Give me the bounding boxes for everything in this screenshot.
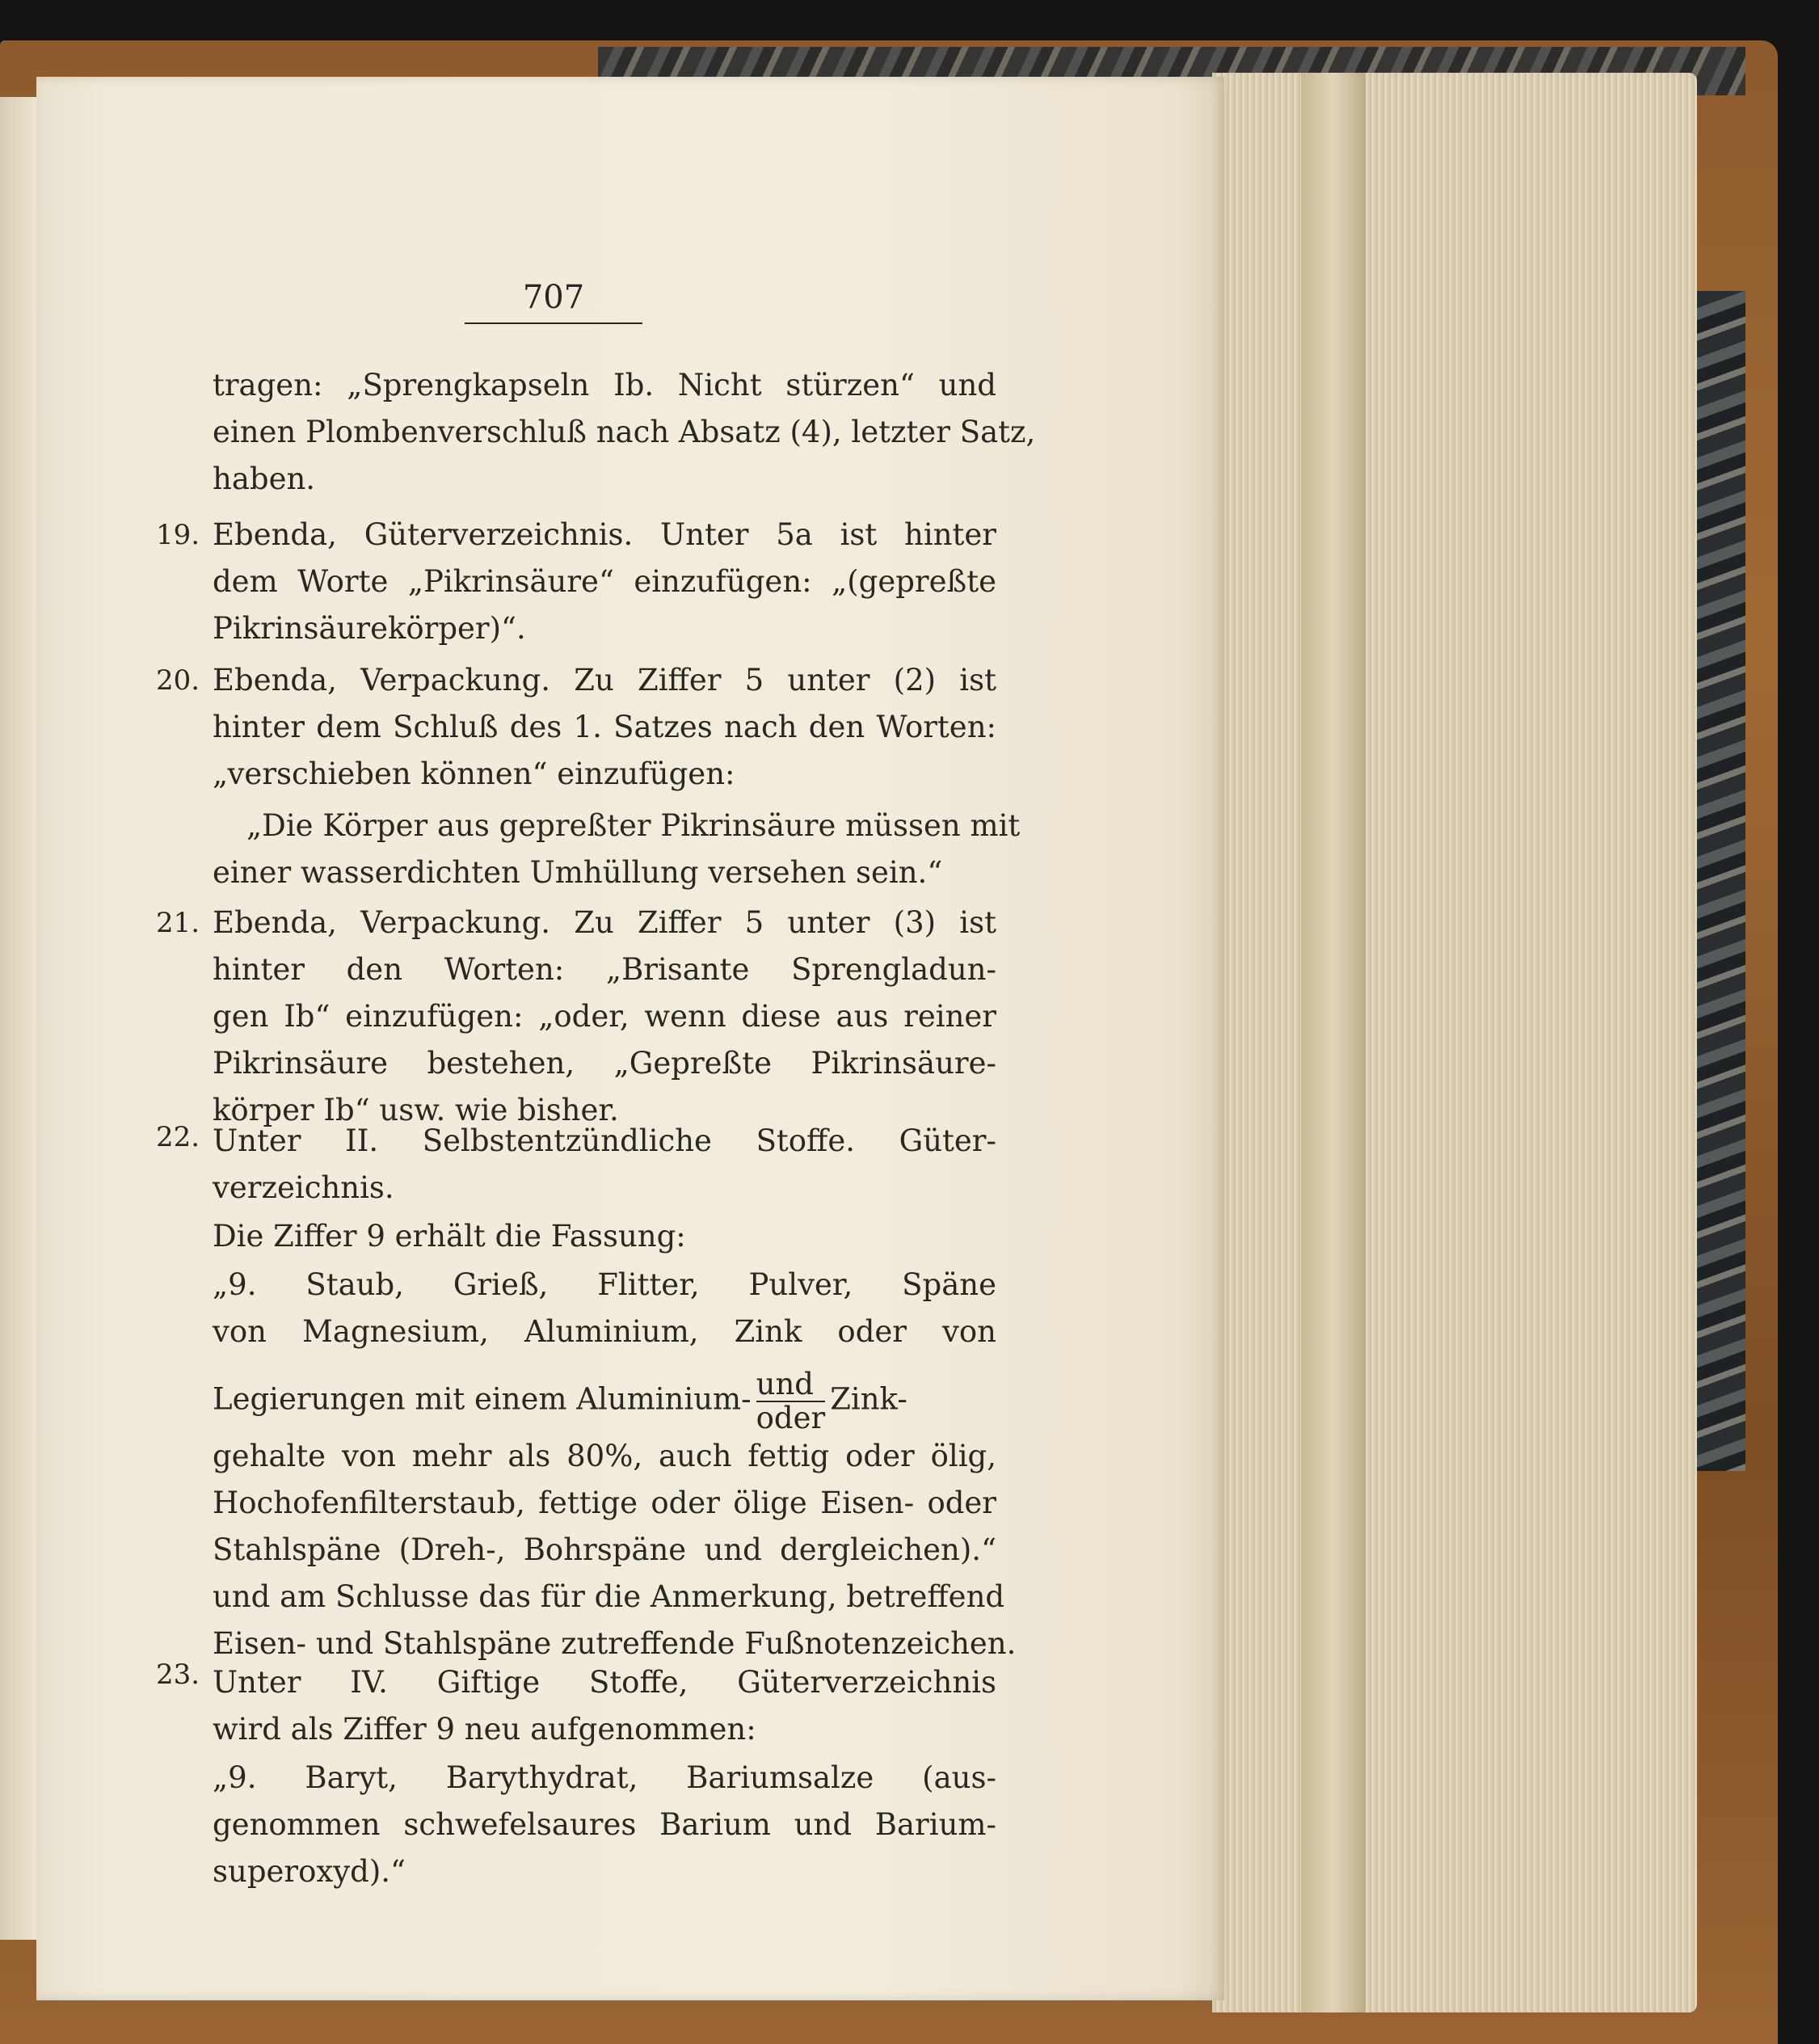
text-line: superoxyd).“ <box>213 1854 406 1889</box>
marbled-edge-right <box>1697 291 1745 1471</box>
text-line: Ebenda, Verpackung. Zu Ziffer 5 unter (3) ist <box>213 905 996 940</box>
fraction-after: Zink- <box>830 1381 907 1417</box>
item-number: 23. <box>156 1658 200 1691</box>
fraction-bottom: oder <box>756 1401 826 1435</box>
page-number: 707 <box>465 279 642 324</box>
text-line: Eisen- und Stahlspäne zutreffende Fußnotenzeichen. <box>213 1626 1017 1661</box>
text-line: gehalte von mehr als 80%, auch fettig oder ölig, <box>213 1439 996 1473</box>
text-line: wird als Ziffer 9 neu aufgenommen: <box>213 1712 756 1747</box>
text-line: haben. <box>213 461 316 496</box>
item-number: 20. <box>156 664 200 697</box>
page-stack-gutter <box>1301 73 1366 2012</box>
text-line: dem Worte „Pikrinsäure“ einzufügen: „(gepreßte <box>213 564 996 599</box>
text-line: Unter II. Selbstentzündliche Stoffe. Güter- <box>213 1123 996 1158</box>
book-page <box>36 77 1224 2000</box>
text-line: Unter IV. Giftige Stoffe, Güterverzeichnis <box>213 1665 996 1700</box>
text-line: Hochofenfilterstaub, fettige oder ölige Eisen- oder <box>213 1486 996 1520</box>
text-line: verzeichnis. <box>213 1170 394 1205</box>
text-line: Pikrinsäure bestehen, „Gepreßte Pikrinsäure- <box>213 1046 996 1081</box>
text-line: Pikrinsäurekörper)“. <box>213 611 526 646</box>
item-number: 21. <box>156 907 200 939</box>
page-text <box>36 77 1224 2000</box>
text-line: „9. Baryt, Barythydrat, Bariumsalze (aus- <box>213 1760 996 1795</box>
item-number: 19. <box>156 519 200 551</box>
text-line: „verschieben können“ einzufügen: <box>213 756 735 791</box>
text-line: Stahlspäne (Dreh-, Bohrspäne und dergleichen).“ <box>213 1532 996 1567</box>
text-line: genommen schwefelsaures Barium und Barium- <box>213 1807 996 1842</box>
text-line: Ebenda, Verpackung. Zu Ziffer 5 unter (2) ist <box>213 663 996 697</box>
text-line: hinter den Worten: „Brisante Sprengladun- <box>213 952 996 987</box>
text-line: einer wasserdichten Umhüllung versehen sein.“ <box>213 855 943 890</box>
text-line: einen Plombenverschluß nach Absatz (4), letzter Satz, <box>213 415 1036 449</box>
page-stack <box>1212 73 1697 2012</box>
text-line: körper Ib“ usw. wie bisher. <box>213 1093 619 1127</box>
text-line: von Magnesium, Aluminium, Zink oder von <box>213 1314 996 1349</box>
text-line: gen Ib“ einzufügen: „oder, wenn diese aus reiner <box>213 999 996 1034</box>
text-line: und am Schlusse das für die Anmerkung, betreffend <box>213 1579 1005 1614</box>
fraction-line <box>213 1368 996 1435</box>
fraction <box>756 1368 826 1435</box>
text-line: tragen: „Sprengkapseln Ib. Nicht stürzen“ und <box>213 368 996 402</box>
fraction-top: und <box>756 1368 826 1402</box>
text-line: Ebenda, Güterverzeichnis. Unter 5a ist hinter <box>213 517 996 552</box>
text-line: Die Ziffer 9 erhält die Fassung: <box>213 1219 686 1254</box>
item-number: 22. <box>156 1121 200 1153</box>
left-page-edge <box>0 97 40 1940</box>
text-line: „9. Staub, Grieß, Flitter, Pulver, Späne <box>213 1267 996 1302</box>
fraction-before: Legierungen mit einem Aluminium- <box>213 1381 752 1417</box>
text-line: „Die Körper aus gepreßter Pikrinsäure müssen mit <box>246 808 1021 843</box>
text-line: hinter dem Schluß des 1. Satzes nach den Worten: <box>213 710 996 744</box>
